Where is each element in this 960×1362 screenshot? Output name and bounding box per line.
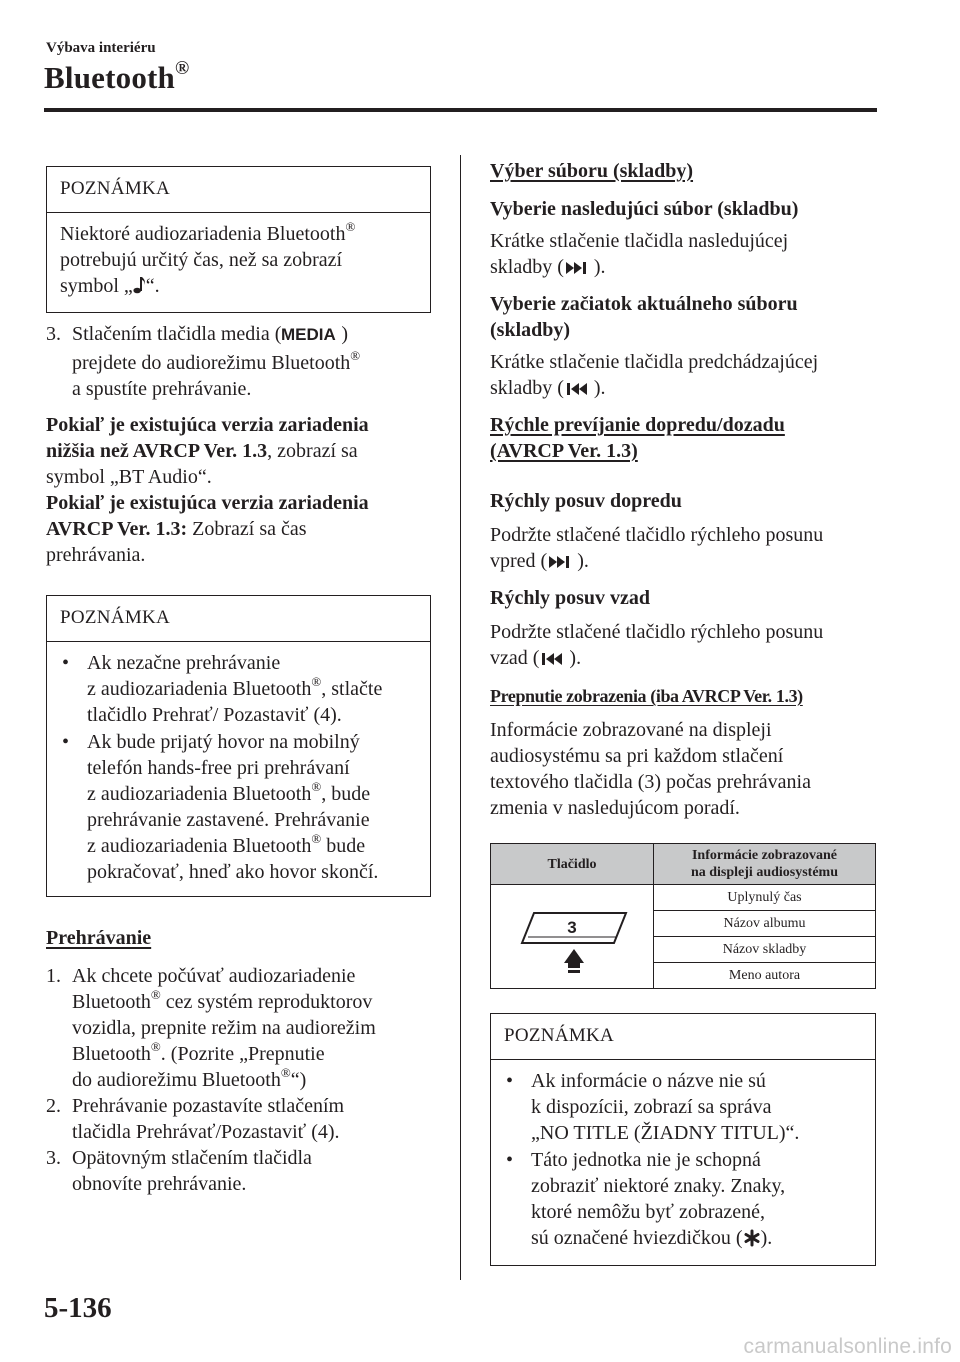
note-box-2 bbox=[46, 595, 431, 897]
right-column: Výber súboru (skladby) Vyberie nasledujúci súbor (skladbu) Krátke stlačenie tlačidla nasledujúcej skladby ( ). Vyberie začiatok aktuálneho súboru (skladby) Krátke stlačenie tlačidla predchádzajúcej skladby ( ). Rýchle prevíjanie dopredu/dozadu (AVRCP Ver. 1.3) Rýchly posuv dopredu Podržte stlačené tlačidlo rýchleho posunu vpred ( ). Rýchly posuv vzad Podržte stlačené tlačidlo rýchleho posunu vzad ( ). Prepnutie zobrazenia (iba AVRCP Ver. 1.3) Informácie zobrazované na displeji audiosystému sa pri každom stlačení textového tlačidla (3) počas prehrávania zmenia v nasledujúcom poradí. Tlačidlo Informácie zobrazované na displeji audiosystému 3 Uplynulý čas Názov albumu Názov skladby Meno autora POZNÁMKA • Ak informácie o názve nie sú k dispozícii, zobrazí sa správa „NO TITLE (ŽIADNY TITUL)“. • Táto jednotka nie je schopná zobraziť niektoré znaky. Znaky, ktoré nemôžu byť zobrazené, sú označené hviezdičkou ( ). bbox=[490, 158, 878, 1266]
note-box-1: POZNÁMKA Niektoré audiozariadenia Bluetooth® potrebujú určitý čas, než sa zobrazí symbol „ “. bbox=[46, 166, 431, 313]
playback-step-1: 1. Ak chcete počúvať audiozariadenie Bluetooth® cez systém reproduktorov vozidla, prepnite režim na audiorežim Bluetooth®. (Pozrite „Prepnutie do audiorežimu Bluetooth®“) bbox=[46, 965, 376, 1091]
header-rule bbox=[44, 108, 877, 112]
note-bullet: • Táto jednotka nie je schopná zobraziť niektoré znaky. Znaky, ktoré nemôžu byť zobrazené, sú označené hviezdičkou ( ). bbox=[504, 1147, 862, 1254]
text-button-3-icon bbox=[512, 889, 632, 979]
note-bullet: • Ak informácie o názve nie sú k dispozícii, zobrazí sa správa „NO TITLE (ŽIADNY TITUL)“. bbox=[506, 1070, 800, 1144]
current-file-heading: Vyberie začiatok aktuálneho súboru (skladby) bbox=[490, 293, 798, 341]
note-box-3 bbox=[490, 1013, 876, 1266]
table-row: Meno autora bbox=[654, 963, 876, 989]
note-heading: POZNÁMKA bbox=[491, 1014, 875, 1060]
previous-track-icon bbox=[564, 378, 594, 404]
note-bullet: • Ak nezačne prehrávanie z audiozariadenia Bluetooth®, stlačte tlačidlo Prehrať/ Pozastaviť (4). bbox=[62, 652, 383, 726]
playback-step-2: 2. Prehrávanie pozastavíte stlačením tlačidla Prehrávať/Pozastaviť (4). bbox=[46, 1095, 345, 1143]
fast-forward-heading: Rýchly posuv dopredu bbox=[490, 490, 682, 512]
chapter-title: Bluetooth® bbox=[44, 58, 190, 95]
fast-forward-icon bbox=[547, 551, 577, 577]
asterisk-icon bbox=[743, 1228, 761, 1254]
next-file-heading: Vyberie nasledujúci súbor (skladbu) bbox=[490, 198, 799, 220]
text-button-illustration bbox=[491, 885, 654, 989]
music-note-icon bbox=[133, 275, 146, 302]
rewind-icon bbox=[539, 648, 569, 674]
fast-wind-heading: Rýchle prevíjanie dopredu/dozadu (AVRCP Ver. 1.3) bbox=[490, 414, 785, 462]
media-button-icon bbox=[281, 324, 341, 350]
next-track-icon bbox=[564, 257, 594, 283]
rewind-heading: Rýchly posuv vzad bbox=[490, 587, 651, 609]
note-heading: POZNÁMKA bbox=[47, 596, 430, 642]
playback-heading: Prehrávanie bbox=[46, 927, 152, 949]
table-header-info: Informácie zobrazované na displeji audiosystému bbox=[654, 844, 876, 885]
step-3-media: 3. Stlačením tlačidla media ( MEDIA ) prejdete do audiorežimu Bluetooth® a spustíte prehrávanie. bbox=[46, 323, 361, 400]
note-heading: POZNÁMKA bbox=[47, 167, 430, 213]
left-column bbox=[46, 166, 431, 1197]
watermark: carmanualsonline.info bbox=[743, 1335, 952, 1358]
table-header-button: Tlačidlo bbox=[491, 844, 654, 885]
svg-text:3: 3 bbox=[567, 918, 577, 937]
version-paragraph: Pokiaľ je existujúca verzia zariadenia nižšia než AVRCP Ver. 1.3, zobrazí sa symbol „BT Audio“. Pokiaľ je existujúca verzia zariadenia AVRCP Ver. 1.3: Zobrazí sa čas prehrávania. bbox=[46, 414, 369, 566]
file-selection-heading: Výber súboru (skladby) bbox=[490, 160, 694, 182]
table-row: Uplynulý čas bbox=[654, 885, 876, 911]
column-divider bbox=[460, 155, 461, 1280]
table-row: Názov skladby bbox=[654, 937, 876, 963]
svg-text:MEDIA: MEDIA bbox=[281, 325, 337, 343]
playback-step-3: 3. Opätovným stlačením tlačidla obnovíte prehrávanie. bbox=[46, 1147, 312, 1195]
table-row: Názov albumu bbox=[654, 911, 876, 937]
note-bullet: • Ak bude prijatý hovor na mobilný telefón hands-free pri prehrávaní z audiozariadenia Bluetooth®, bude prehrávanie zastavené. Prehrávanie z audiozariadenia Bluetooth® bude pokračovať, hneď ako hovor skončí. bbox=[62, 731, 379, 883]
display-info-table bbox=[490, 843, 876, 989]
section-label: Výbava interiéru bbox=[46, 40, 156, 56]
display-switch-heading: Prepnutie zobrazenia (iba AVRCP Ver. 1.3) bbox=[490, 686, 803, 706]
page-number: 5-136 bbox=[44, 1292, 112, 1324]
